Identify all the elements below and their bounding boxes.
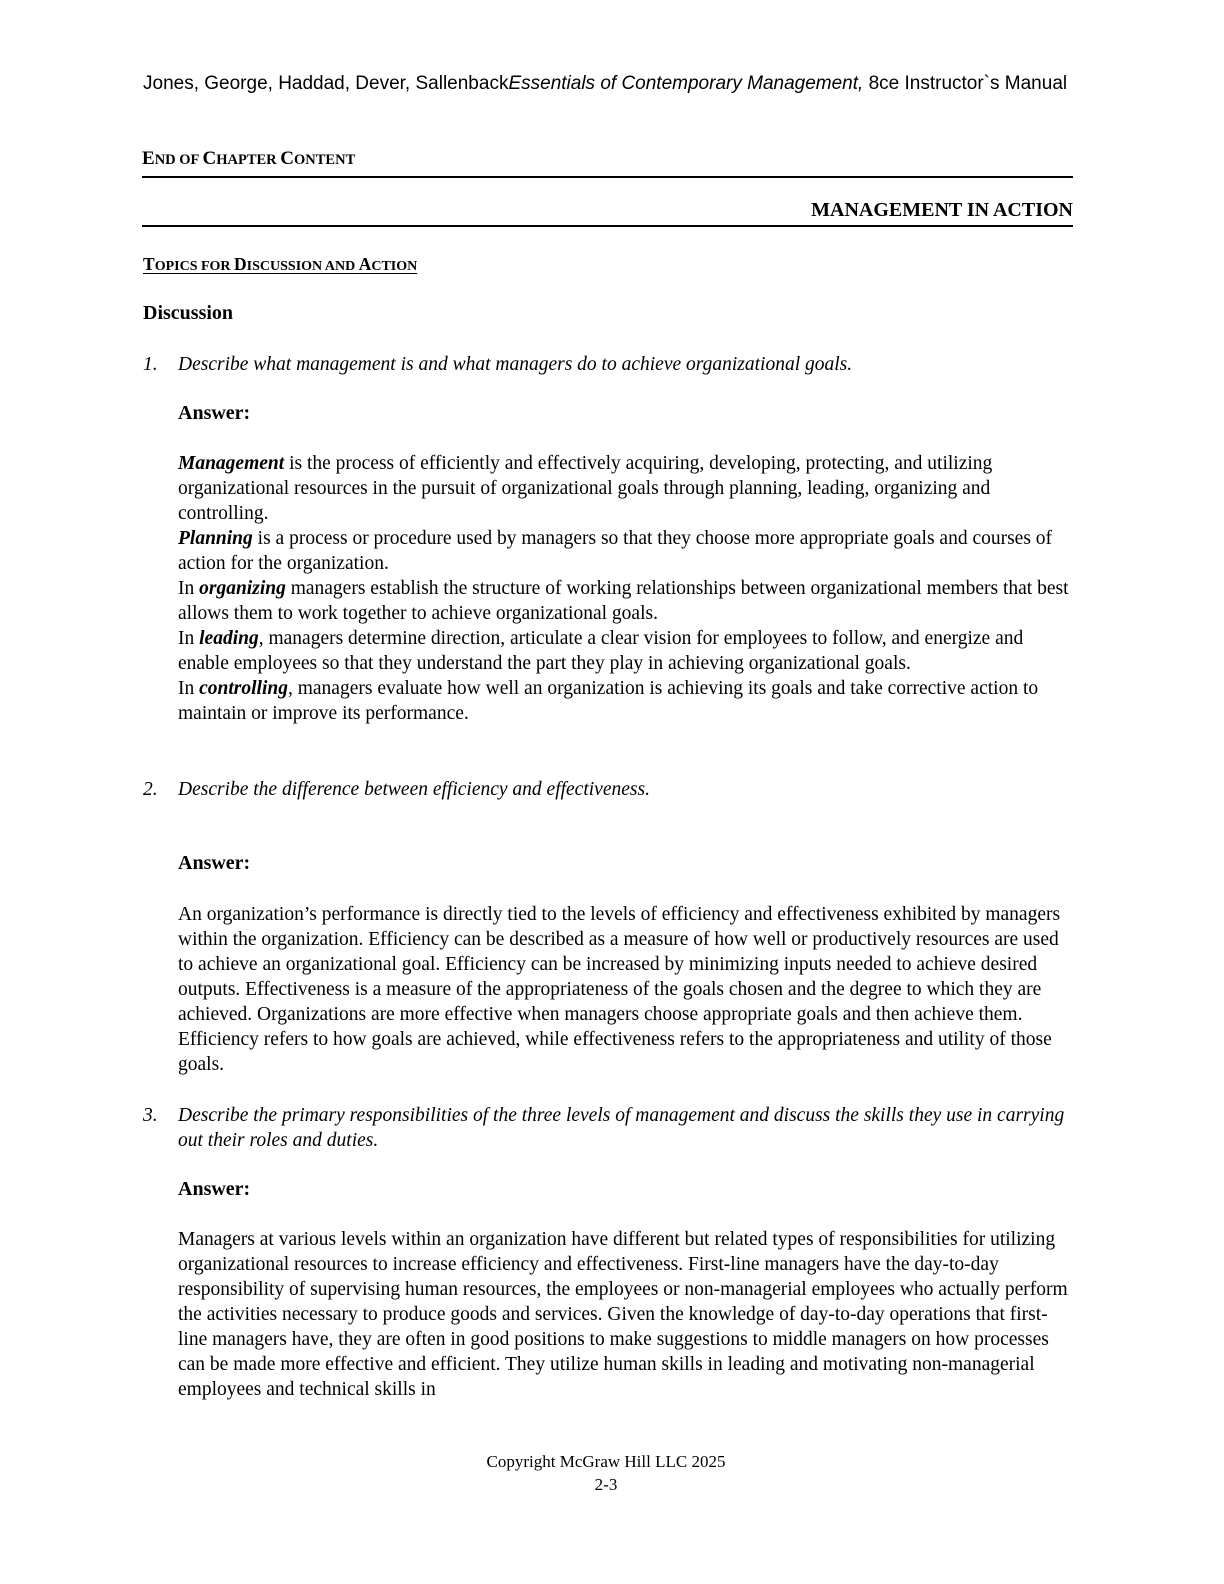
answer-paragraph: Planning is a process or procedure used by managers so that they choose more appropriate goals and courses of action for the organization. xyxy=(178,528,1053,574)
footer-copyright: Copyright McGraw Hill LLC 2025 xyxy=(486,1452,726,1471)
answer-2 xyxy=(178,902,1073,1077)
footer-page-number: 2-3 xyxy=(594,1475,618,1494)
header-book-title: Essentials of Contemporary Management, xyxy=(508,73,864,94)
question-text: Describe what management is and what managers do to achieve organizational goals. xyxy=(178,354,853,375)
topics-heading: TOPICS FOR DISCUSSION AND ACTION xyxy=(143,254,418,274)
key-term: Management xyxy=(178,453,285,474)
answer-1 xyxy=(178,451,1073,726)
question-number: 3. xyxy=(143,1105,158,1126)
key-term: Planning xyxy=(178,528,253,549)
question-text: Describe the difference between efficiency and effectiveness. xyxy=(178,779,650,800)
answer-paragraph: In controlling, managers evaluate how well an organization is achieving its goals and take corrective action to maintain or improve its performance. xyxy=(178,678,1039,724)
question-2 xyxy=(143,777,1073,802)
answer-label: Answer: xyxy=(178,852,251,874)
management-in-action-heading: MANAGEMENT IN ACTION xyxy=(142,199,1073,227)
running-header xyxy=(143,72,1073,96)
answer-3 xyxy=(178,1227,1073,1402)
key-term: leading xyxy=(199,628,259,649)
header-edition: 8ce Instructor`s Manual xyxy=(868,73,1068,94)
end-of-chapter-heading: END OF CHAPTER CONTENT xyxy=(142,148,1073,178)
answer-paragraph: Managers at various levels within an organization have different but related types of responsibilities for utilizing organizational resources to increase efficiency and effectiveness. First-line managers have the day-to-day responsibility of supervising human resources, the employees or non-managerial employees who actually perform the activities necessary to produce goods and services. Given the knowledge of day-to-day operations that first-line managers have, they are often in good positions to make suggestions to middle managers on how processes can be made more effective and efficient. They utilize human skills in leading and motivating non-managerial employees and technical skills in xyxy=(178,1229,1068,1400)
answer-label: Answer: xyxy=(178,402,251,424)
answer-paragraph: In organizing managers establish the structure of working relationships between organizational members that best allows them to work together to achieve organizational goals. xyxy=(178,578,1069,624)
answer-paragraph: An organization’s performance is directly tied to the levels of efficiency and effectiveness exhibited by managers within the organization. Efficiency can be described as a measure of how well or productively resources are used to achieve an organizational goal. Efficiency can be increased by minimizing inputs needed to achieve desired outputs. Effectiveness is a measure of the appropriateness of the goals chosen and the degree to which they are achieved. Organizations are more effective when managers choose appropriate goals and then achieve them. Efficiency refers to how goals are achieved, while effectiveness refers to the appropriateness and utility of those goals. xyxy=(178,904,1061,1075)
question-number: 2. xyxy=(143,779,158,800)
answer-paragraph: In leading, managers determine direction, articulate a clear vision for employees to follow, and energize and enable employees so that they understand the part they play in achieving organizational goals. xyxy=(178,628,1024,674)
answer-paragraph: Management is the process of efficiently and effectively acquiring, developing, protecting, and utilizing organizational resources in the pursuit of organizational goals through planning, leading, organizing and controlling. xyxy=(178,453,993,524)
header-authors: Jones, George, Haddad, Dever, Sallenback xyxy=(143,73,509,94)
key-term: controlling xyxy=(199,678,288,699)
question-text: Describe the primary responsibilities of the three levels of management and discuss the skills they use in carrying out their roles and duties. xyxy=(178,1105,1065,1151)
question-1 xyxy=(143,352,1073,377)
answer-label: Answer: xyxy=(178,1178,251,1200)
question-3 xyxy=(143,1103,1073,1153)
discussion-heading: Discussion xyxy=(143,302,234,324)
key-term: organizing xyxy=(199,578,286,599)
question-number: 1. xyxy=(143,354,158,375)
